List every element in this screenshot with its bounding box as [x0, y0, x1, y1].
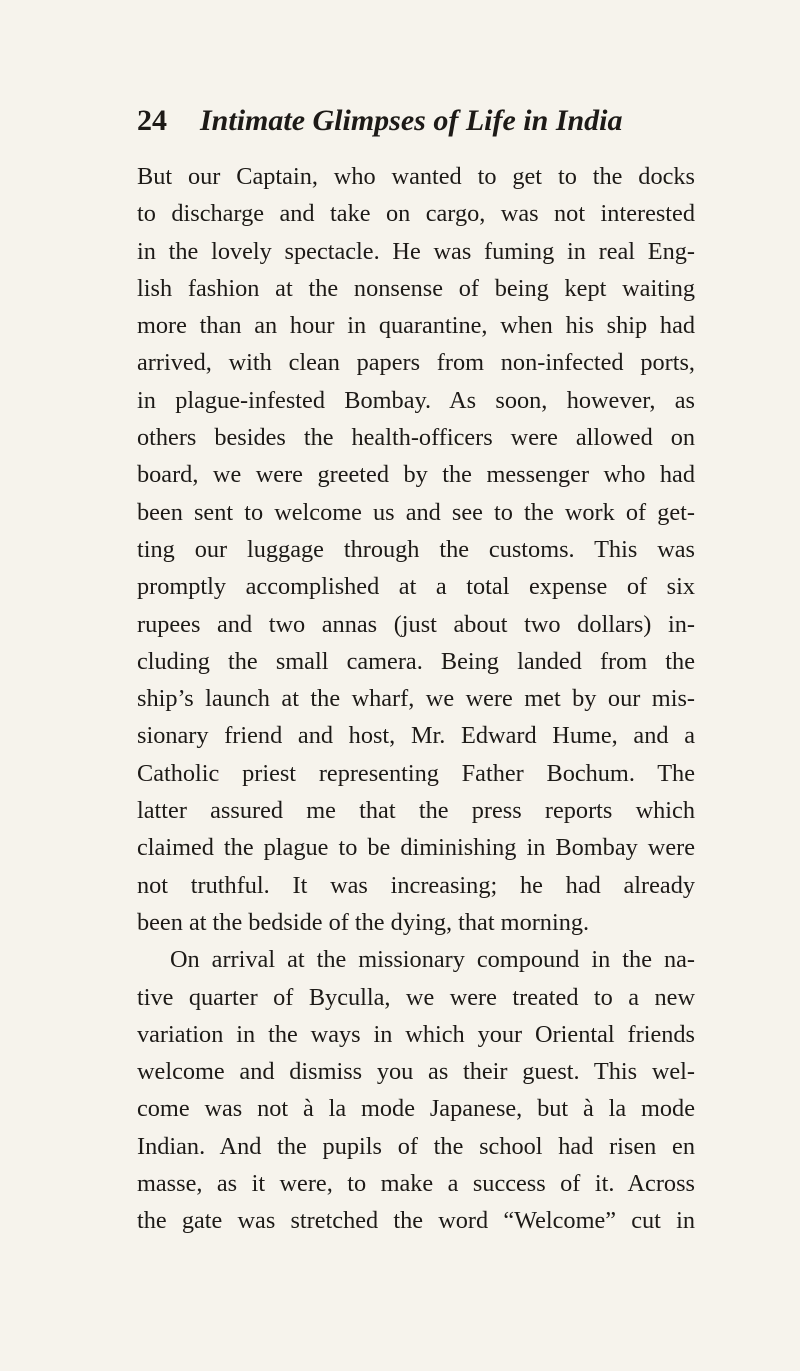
body-text [137, 158, 695, 1240]
text-line: come was not à la mode Japanese, but à la mode [137, 1095, 695, 1123]
text-line: lish fashion at the nonsense of being kept waiting [137, 274, 695, 302]
text-line: in plague-infested Bombay. As soon, however, as [137, 386, 695, 414]
text-line: the gate was stretched the word “Welcome” cut in [137, 1207, 695, 1235]
running-head [137, 101, 697, 141]
text-line: But our Captain, who wanted to get to the docks [137, 163, 695, 190]
text-line: Indian. And the pupils of the school had risen en [137, 1132, 695, 1160]
text-line: promptly accomplished at a total expense of six [137, 573, 695, 601]
text-line: been at the bedside of the dying, that morning. [137, 908, 590, 936]
text-line: welcome and dismiss you as their guest. This wel- [137, 1058, 695, 1086]
text-line: On arrival at the missionary compound in the na- [170, 946, 695, 974]
text-line: latter assured me that the press reports which [137, 797, 695, 825]
text-line: to discharge and take on cargo, was not interested [137, 200, 695, 228]
page-number: 24 [137, 104, 167, 137]
text-line: others besides the health-officers were allowed on [137, 424, 695, 452]
paragraph-2 [137, 941, 695, 1239]
running-title: Intimate Glimpses of Life in India [200, 104, 623, 137]
text-line: tive quarter of Byculla, we were treated to a new [137, 983, 695, 1011]
text-line: Catholic priest representing Father Bochum. The [137, 759, 695, 787]
text-line: claimed the plague to be diminishing in Bombay were [137, 834, 695, 862]
text-line: ting our luggage through the customs. This was [137, 535, 695, 563]
text-line: board, we were greeted by the messenger who had [137, 461, 695, 489]
text-line: cluding the small camera. Being landed from the [137, 647, 695, 675]
text-line: not truthful. It was increasing; he had already [137, 871, 695, 899]
text-line: in the lovely spectacle. He was fuming in real Eng- [137, 237, 695, 265]
text-line: sionary friend and host, Mr. Edward Hume, and a [137, 722, 695, 750]
paragraph-1 [137, 158, 695, 941]
text-line: more than an hour in quarantine, when his ship had [137, 312, 695, 340]
text-line: been sent to welcome us and see to the work of get- [137, 498, 695, 526]
text-line: rupees and two annas (just about two dollars) in- [137, 610, 695, 638]
text-line: arrived, with clean papers from non-infected ports, [137, 349, 695, 377]
text-line: variation in the ways in which your Oriental friends [137, 1020, 695, 1048]
text-line: masse, as it were, to make a success of it. Across [137, 1170, 695, 1198]
text-line: ship’s launch at the wharf, we were met by our mis- [137, 685, 695, 713]
